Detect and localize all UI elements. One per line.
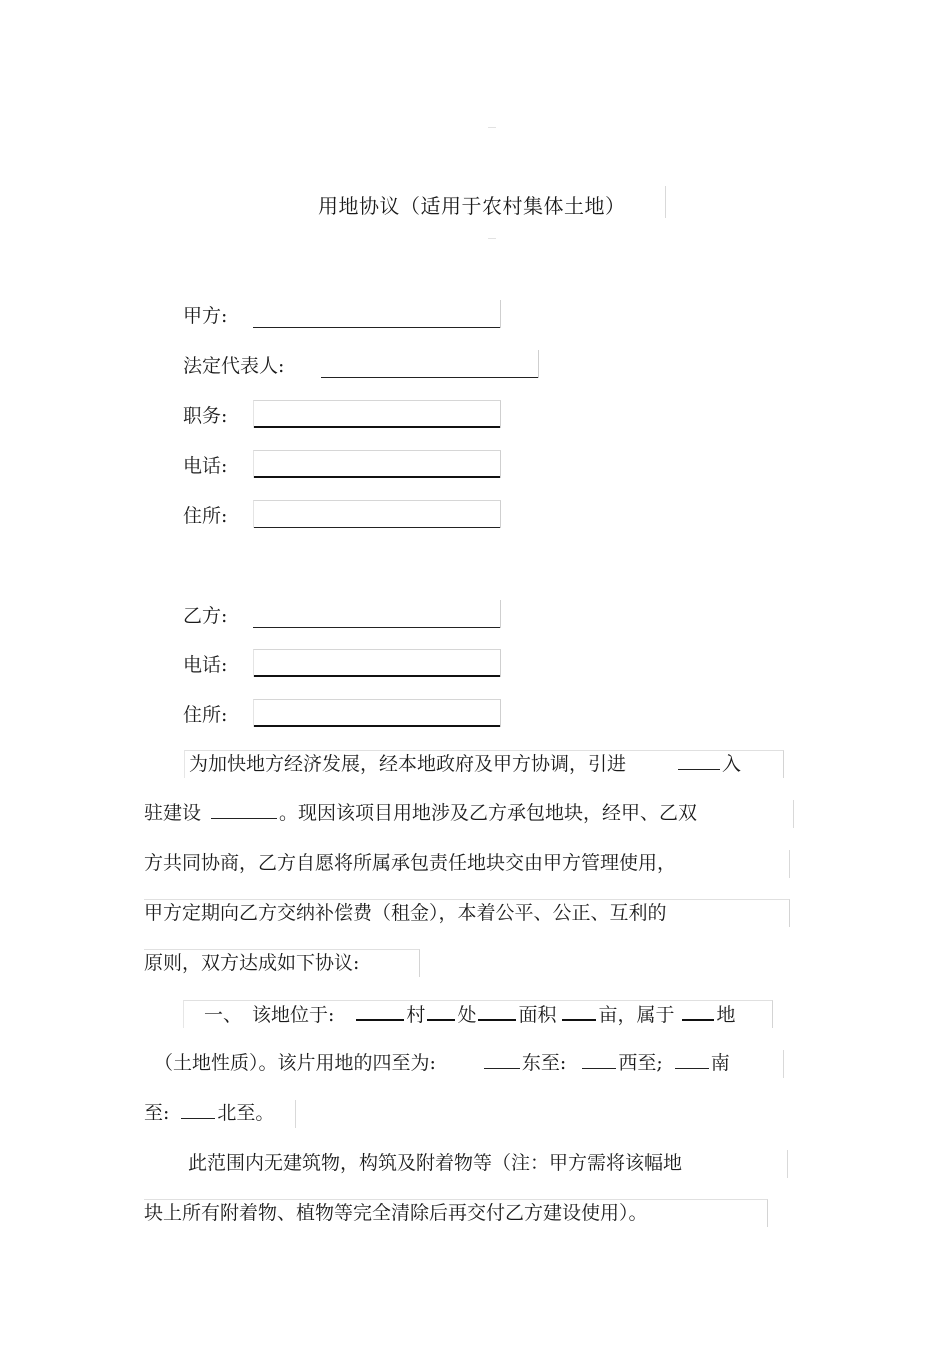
party-b-name-label: 乙方:: [183, 605, 228, 627]
location-blank[interactable]: [356, 1001, 404, 1021]
party-a-address-blank[interactable]: [253, 500, 501, 528]
south-blank[interactable]: [675, 1050, 709, 1069]
scan-mark: [488, 127, 496, 128]
clause-1-line-3: [144, 1100, 296, 1128]
party-b-name-blank[interactable]: [253, 600, 501, 628]
party-a-rep-label: 法定代表人:: [183, 355, 285, 377]
clause-text: 东至:: [521, 1052, 567, 1074]
party-b-address-blank[interactable]: [253, 699, 501, 727]
party-b-phone-blank[interactable]: [253, 649, 501, 677]
party-a-address-field: [183, 500, 227, 530]
clause-1-line-2: [144, 1050, 784, 1078]
party-a-phone-label: 电话:: [183, 455, 228, 477]
preamble-text: 驻建设: [144, 802, 202, 824]
clause-1-line-1: [183, 1000, 773, 1028]
clause-text: 北至。: [217, 1102, 275, 1124]
clause-text: 面积: [518, 1004, 557, 1026]
clause-2-line-2: [144, 1199, 768, 1227]
party-a-position-blank[interactable]: [253, 400, 501, 428]
party-a-name-field: [183, 300, 227, 330]
party-a-name-blank[interactable]: [253, 300, 501, 328]
preamble-text: 方共同协商，乙方自愿将所属承包责任地块交由甲方管理使用，: [144, 852, 677, 874]
east-blank[interactable]: [484, 1050, 520, 1069]
clause-text: 地: [716, 1004, 736, 1026]
title-divider: [665, 186, 666, 218]
preamble-text: 。现因该项目用地涉及乙方承包地块，经甲、乙双: [279, 802, 698, 824]
preamble-text: 入: [722, 753, 742, 775]
party-a-rep-blank[interactable]: [321, 350, 539, 378]
land-type-blank[interactable]: [682, 1001, 714, 1021]
project-content-blank[interactable]: [211, 800, 277, 819]
place-blank[interactable]: [427, 1001, 455, 1021]
party-a-phone-field: [183, 450, 227, 480]
preamble-line-5: [144, 949, 420, 977]
clause-text: 南: [710, 1052, 730, 1074]
party-b-address-label: 住所:: [183, 704, 228, 726]
party-a-name-label: 甲方:: [183, 305, 228, 327]
party-a-address-label: 住所:: [183, 505, 228, 527]
preamble-line-4: [144, 899, 790, 927]
preamble-text: 甲方定期向乙方交纳补偿费（租金），本着公平、公正、互利的: [144, 902, 667, 924]
party-b-phone-label: 电话:: [183, 654, 228, 676]
clause-text: （土地性质）。该片用地的四至为:: [154, 1052, 436, 1074]
party-a-rep-field: [183, 350, 284, 380]
clause-text: 块上所有附着物、植物等完全清除后再交付乙方建设使用）。: [144, 1202, 648, 1224]
clause-text: 处: [457, 1004, 477, 1026]
party-b-name-field: [183, 600, 227, 630]
preamble-text: 为加快地方经济发展，经本地政府及甲方协调，引进: [189, 753, 627, 775]
party-a-position-label: 职务:: [183, 405, 228, 427]
party-a-phone-blank[interactable]: [253, 450, 501, 478]
project-name-blank[interactable]: [678, 751, 720, 770]
area-blank[interactable]: [478, 1001, 516, 1021]
clause-text: 该地位于:: [252, 1004, 335, 1026]
mu-blank[interactable]: [562, 1001, 596, 1021]
party-b-phone-field: [183, 649, 227, 679]
clause-text: 村: [406, 1004, 426, 1026]
scan-mark: [488, 238, 496, 239]
west-blank[interactable]: [582, 1050, 616, 1069]
clause-text: 此范围内无建筑物，构筑及附着物等（注：甲方需将该幅地: [188, 1152, 683, 1174]
north-blank[interactable]: [181, 1100, 215, 1119]
clause-2-line-1: [144, 1150, 788, 1178]
preamble-text: 原则，双方达成如下协议:: [144, 952, 360, 974]
preamble-line-2: [144, 800, 794, 828]
preamble-line-3: [144, 850, 790, 878]
party-b-address-field: [183, 699, 227, 729]
party-a-position-field: [183, 400, 227, 430]
clause-text: 至:: [144, 1102, 170, 1124]
document-title: 用地协议（适用于农村集体土地）: [318, 194, 626, 218]
clause-text: 亩，属于: [598, 1004, 675, 1026]
clause-text: 西至;: [618, 1052, 663, 1074]
clause-number: 一、: [204, 1004, 243, 1026]
preamble-line-1: [184, 750, 784, 778]
